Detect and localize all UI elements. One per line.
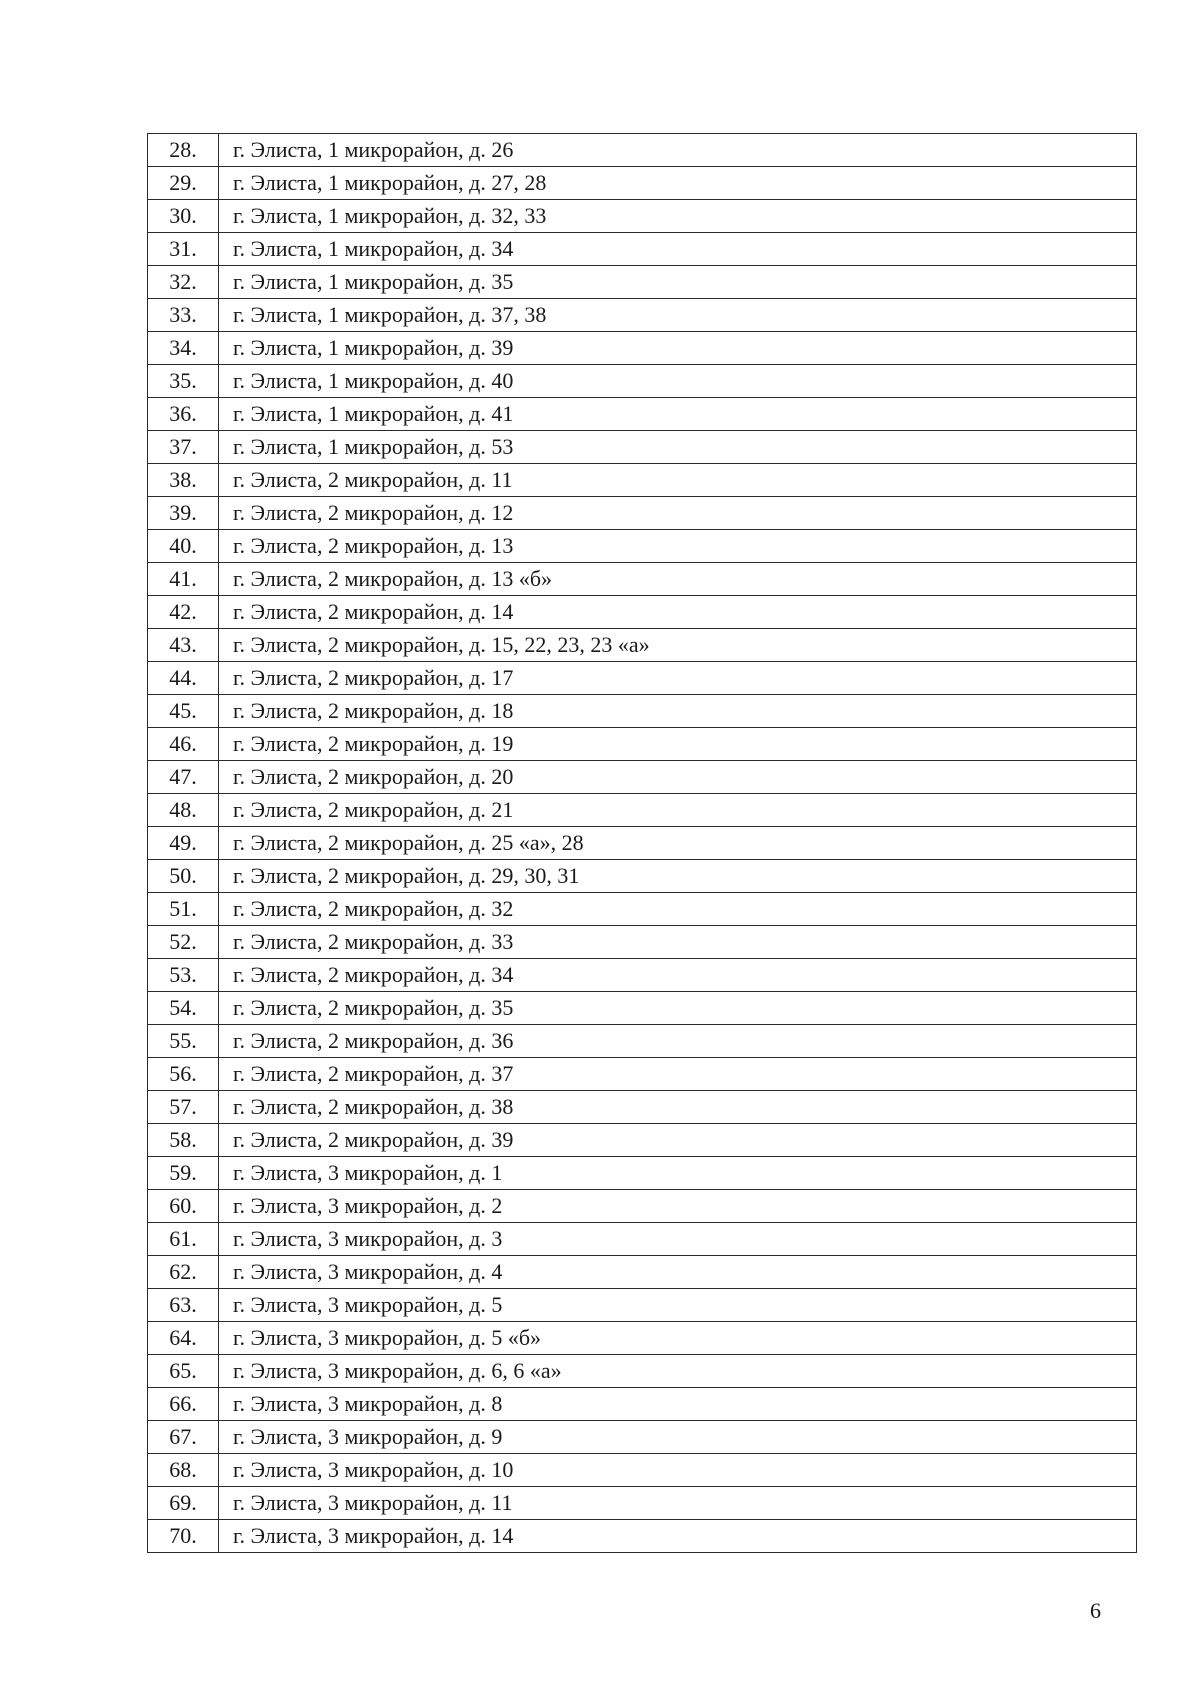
row-address: г. Элиста, 1 микрорайон, д. 37, 38 [219, 299, 1137, 332]
row-number: 28. [148, 134, 219, 167]
row-address: г. Элиста, 3 микрорайон, д. 2 [219, 1190, 1137, 1223]
row-address: г. Элиста, 2 микрорайон, д. 38 [219, 1091, 1137, 1124]
row-address: г. Элиста, 3 микрорайон, д. 14 [219, 1520, 1137, 1553]
table-row [148, 332, 1137, 365]
row-address: г. Элиста, 1 микрорайон, д. 26 [219, 134, 1137, 167]
table-row [148, 959, 1137, 992]
table-row [148, 1157, 1137, 1190]
row-address: г. Элиста, 2 микрорайон, д. 15, 22, 23, 23 «а» [219, 629, 1137, 662]
row-number: 47. [148, 761, 219, 794]
row-address: г. Элиста, 1 микрорайон, д. 27, 28 [219, 167, 1137, 200]
table-row [148, 926, 1137, 959]
row-address: г. Элиста, 2 микрорайон, д. 13 «б» [219, 563, 1137, 596]
row-address: г. Элиста, 2 микрорайон, д. 35 [219, 992, 1137, 1025]
table-row [148, 167, 1137, 200]
row-address: г. Элиста, 2 микрорайон, д. 19 [219, 728, 1137, 761]
row-address: г. Элиста, 3 микрорайон, д. 10 [219, 1454, 1137, 1487]
row-number: 62. [148, 1256, 219, 1289]
table-row [148, 299, 1137, 332]
row-number: 41. [148, 563, 219, 596]
table-row [148, 200, 1137, 233]
table-row [148, 563, 1137, 596]
row-address: г. Элиста, 2 микрорайон, д. 18 [219, 695, 1137, 728]
table-row [148, 827, 1137, 860]
table-row [148, 1421, 1137, 1454]
table-row [148, 1520, 1137, 1553]
row-number: 48. [148, 794, 219, 827]
row-address: г. Элиста, 2 микрорайон, д. 13 [219, 530, 1137, 563]
table-row [148, 431, 1137, 464]
row-number: 31. [148, 233, 219, 266]
row-number: 35. [148, 365, 219, 398]
row-number: 68. [148, 1454, 219, 1487]
row-address: г. Элиста, 3 микрорайон, д. 4 [219, 1256, 1137, 1289]
table-row [148, 728, 1137, 761]
row-address: г. Элиста, 1 микрорайон, д. 35 [219, 266, 1137, 299]
row-address: г. Элиста, 3 микрорайон, д. 5 «б» [219, 1322, 1137, 1355]
row-address: г. Элиста, 3 микрорайон, д. 3 [219, 1223, 1137, 1256]
table-row [148, 497, 1137, 530]
row-number: 57. [148, 1091, 219, 1124]
row-number: 70. [148, 1520, 219, 1553]
row-number: 61. [148, 1223, 219, 1256]
table-row [148, 365, 1137, 398]
row-address: г. Элиста, 2 микрорайон, д. 12 [219, 497, 1137, 530]
table-row [148, 1223, 1137, 1256]
row-number: 42. [148, 596, 219, 629]
row-number: 38. [148, 464, 219, 497]
row-address: г. Элиста, 2 микрорайон, д. 37 [219, 1058, 1137, 1091]
table-row [148, 266, 1137, 299]
table-row [148, 794, 1137, 827]
address-table [147, 133, 1137, 1553]
row-number: 36. [148, 398, 219, 431]
table-row [148, 233, 1137, 266]
row-address: г. Элиста, 3 микрорайон, д. 1 [219, 1157, 1137, 1190]
row-address: г. Элиста, 1 микрорайон, д. 41 [219, 398, 1137, 431]
table-row [148, 1289, 1137, 1322]
row-address: г. Элиста, 2 микрорайон, д. 39 [219, 1124, 1137, 1157]
row-number: 33. [148, 299, 219, 332]
row-number: 43. [148, 629, 219, 662]
row-address: г. Элиста, 1 микрорайон, д. 40 [219, 365, 1137, 398]
row-number: 29. [148, 167, 219, 200]
row-number: 40. [148, 530, 219, 563]
table-row [148, 629, 1137, 662]
row-number: 59. [148, 1157, 219, 1190]
row-number: 55. [148, 1025, 219, 1058]
page-number: 6 [1090, 1598, 1101, 1623]
table-row [148, 662, 1137, 695]
row-number: 37. [148, 431, 219, 464]
row-number: 56. [148, 1058, 219, 1091]
row-number: 49. [148, 827, 219, 860]
row-number: 60. [148, 1190, 219, 1223]
address-table-body [148, 134, 1137, 1553]
row-address: г. Элиста, 1 микрорайон, д. 39 [219, 332, 1137, 365]
row-number: 69. [148, 1487, 219, 1520]
table-row [148, 1454, 1137, 1487]
row-number: 52. [148, 926, 219, 959]
row-address: г. Элиста, 2 микрорайон, д. 34 [219, 959, 1137, 992]
row-number: 45. [148, 695, 219, 728]
row-number: 30. [148, 200, 219, 233]
row-address: г. Элиста, 2 микрорайон, д. 20 [219, 761, 1137, 794]
table-row [148, 1256, 1137, 1289]
row-number: 64. [148, 1322, 219, 1355]
table-row [148, 695, 1137, 728]
row-number: 63. [148, 1289, 219, 1322]
table-row [148, 1190, 1137, 1223]
row-address: г. Элиста, 3 микрорайон, д. 9 [219, 1421, 1137, 1454]
table-row [148, 893, 1137, 926]
row-address: г. Элиста, 3 микрорайон, д. 6, 6 «а» [219, 1355, 1137, 1388]
table-row [148, 398, 1137, 431]
table-row [148, 1355, 1137, 1388]
table-row [148, 1322, 1137, 1355]
row-number: 51. [148, 893, 219, 926]
row-address: г. Элиста, 3 микрорайон, д. 11 [219, 1487, 1137, 1520]
table-row [148, 1487, 1137, 1520]
row-address: г. Элиста, 3 микрорайон, д. 8 [219, 1388, 1137, 1421]
row-number: 65. [148, 1355, 219, 1388]
row-address: г. Элиста, 2 микрорайон, д. 32 [219, 893, 1137, 926]
row-address: г. Элиста, 1 микрорайон, д. 32, 33 [219, 200, 1137, 233]
row-address: г. Элиста, 1 микрорайон, д. 53 [219, 431, 1137, 464]
row-address: г. Элиста, 2 микрорайон, д. 17 [219, 662, 1137, 695]
row-address: г. Элиста, 2 микрорайон, д. 11 [219, 464, 1137, 497]
row-number: 46. [148, 728, 219, 761]
row-number: 50. [148, 860, 219, 893]
table-row [148, 134, 1137, 167]
table-row [148, 464, 1137, 497]
row-address: г. Элиста, 2 микрорайон, д. 25 «а», 28 [219, 827, 1137, 860]
table-row [148, 1091, 1137, 1124]
table-row [148, 860, 1137, 893]
row-number: 44. [148, 662, 219, 695]
row-number: 66. [148, 1388, 219, 1421]
row-number: 39. [148, 497, 219, 530]
table-row [148, 1025, 1137, 1058]
row-number: 58. [148, 1124, 219, 1157]
table-row [148, 1124, 1137, 1157]
row-address: г. Элиста, 2 микрорайон, д. 36 [219, 1025, 1137, 1058]
table-row [148, 761, 1137, 794]
table-row [148, 530, 1137, 563]
row-address: г. Элиста, 1 микрорайон, д. 34 [219, 233, 1137, 266]
row-address: г. Элиста, 2 микрорайон, д. 29, 30, 31 [219, 860, 1137, 893]
table-row [148, 1388, 1137, 1421]
row-address: г. Элиста, 2 микрорайон, д. 14 [219, 596, 1137, 629]
row-number: 32. [148, 266, 219, 299]
row-number: 53. [148, 959, 219, 992]
row-number: 54. [148, 992, 219, 1025]
table-row [148, 1058, 1137, 1091]
row-number: 34. [148, 332, 219, 365]
table-row [148, 992, 1137, 1025]
row-number: 67. [148, 1421, 219, 1454]
row-address: г. Элиста, 2 микрорайон, д. 21 [219, 794, 1137, 827]
row-address: г. Элиста, 2 микрорайон, д. 33 [219, 926, 1137, 959]
table-row [148, 596, 1137, 629]
row-address: г. Элиста, 3 микрорайон, д. 5 [219, 1289, 1137, 1322]
